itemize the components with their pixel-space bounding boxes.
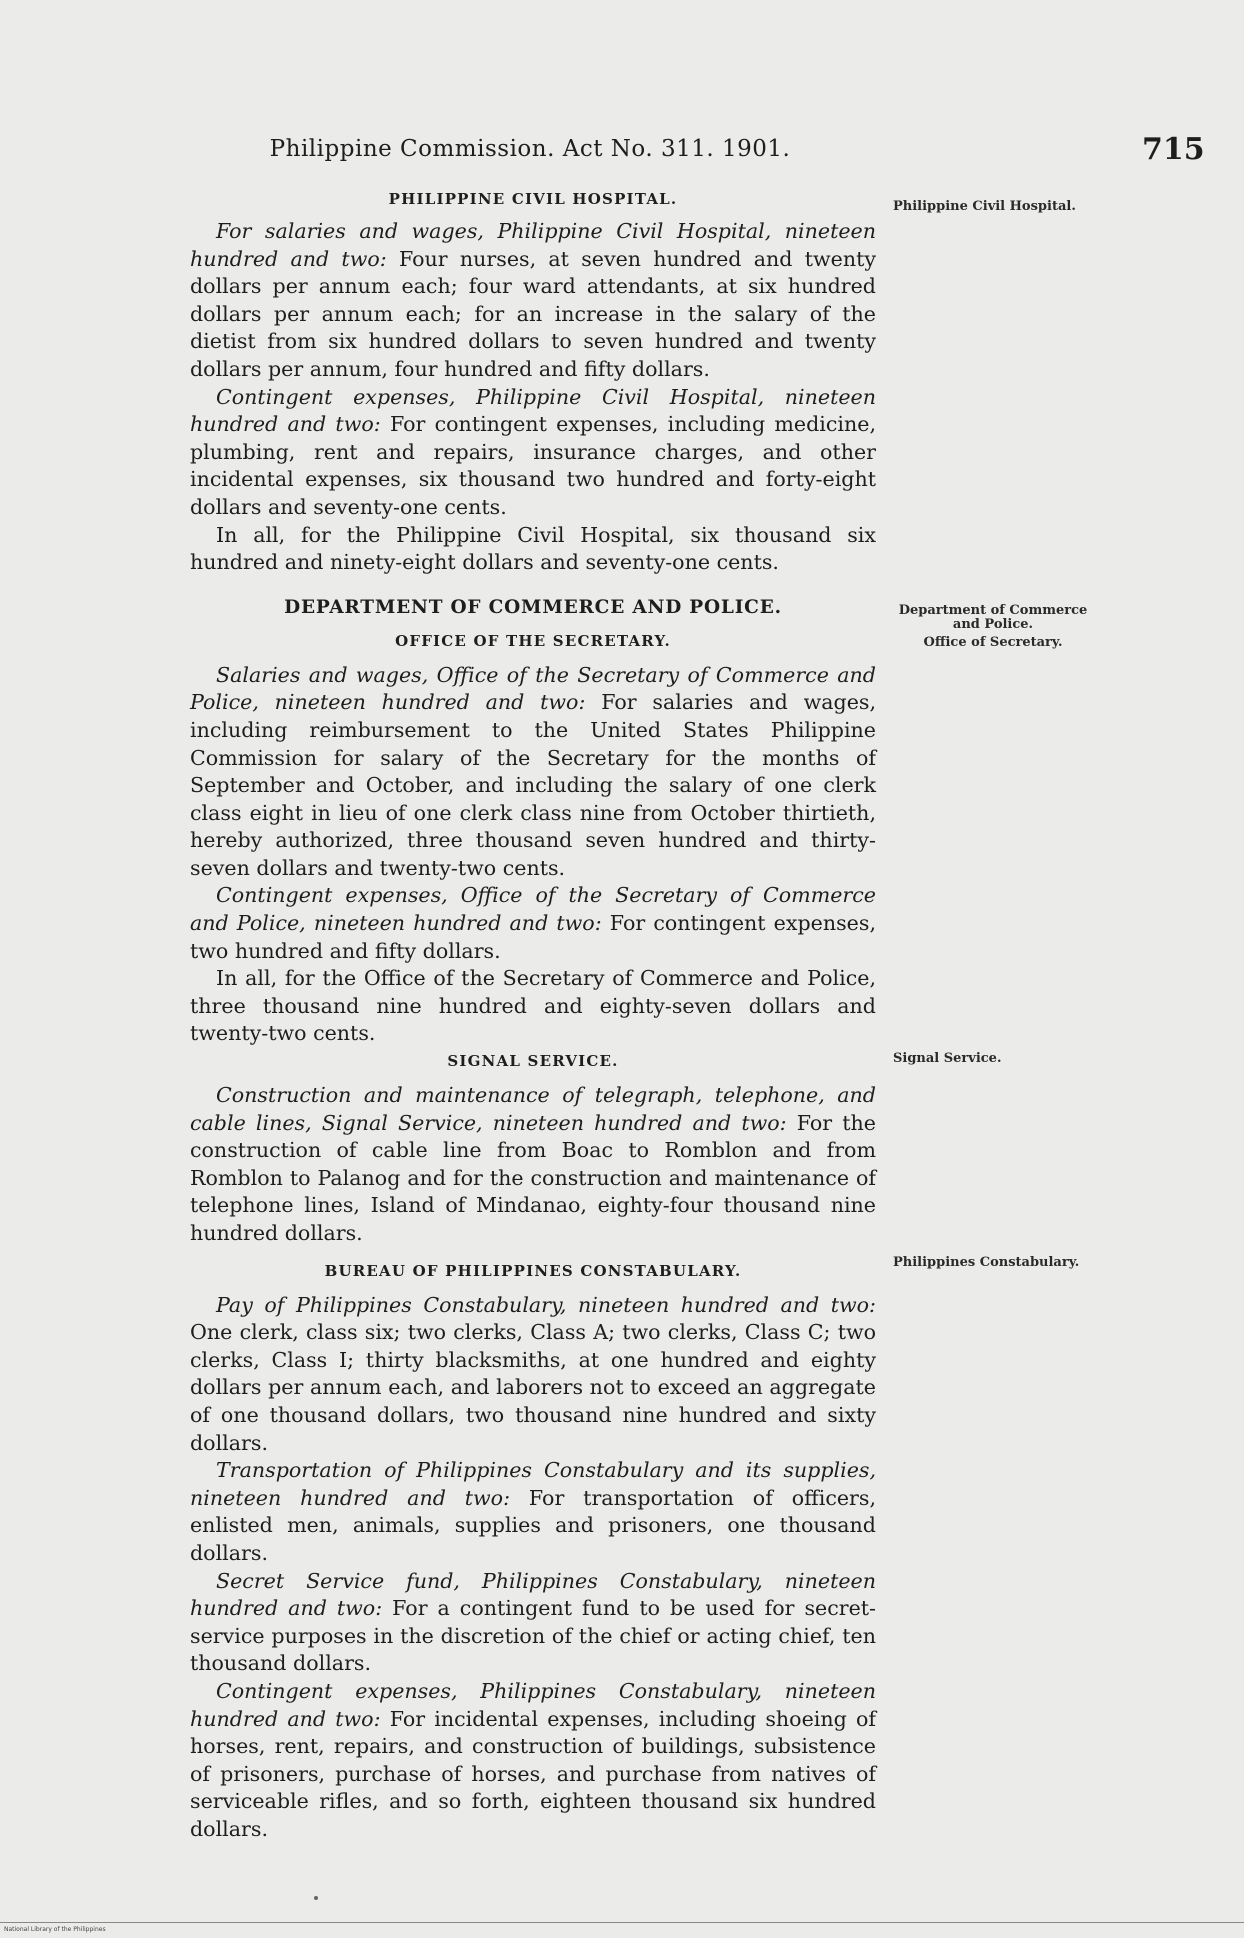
paragraph-body: Four nurses, at seven hundred and twenty dollars per annum each; four ward attendants, at six hundred dollars per annum each; for an increase in the salary of the dietist from six hundred dollars to seven hundred and twenty dollars per annum, four hundred and fifty dollars. xyxy=(190,246,876,381)
page-body xyxy=(190,190,876,1843)
subsection-heading-office-secretary: OFFICE OF THE SECRETARY. xyxy=(395,631,671,650)
margin-note-commerce-police: Department of Commerce and Police. xyxy=(898,603,1088,632)
paragraph xyxy=(190,1292,876,1458)
margin-note-signal-service: Signal Service. xyxy=(893,1051,1002,1066)
paragraph-body: One clerk, class six; two clerks, Class A; two clerks, Class C; two clerks, Class I; thirty blacksmiths, at one hundred and eighty dollars per annum each, and laborers not to exceed an aggregate of one thousand dollars, two thousand nine hundred and sixty dollars. xyxy=(190,1320,876,1455)
paragraph xyxy=(190,662,876,883)
section-heading-civil-hospital: PHILIPPINE CIVIL HOSPITAL. xyxy=(388,190,678,208)
paragraph-lead: Contingent expenses, Office of the Secretary of Commerce and Police, nineteen hundred and two: xyxy=(190,883,876,936)
margin-note-civil-hospital: Philippine Civil Hospital. xyxy=(893,199,1076,214)
paragraph-body: In all, for the Office of the Secretary of Commerce and Police, three thousand nine hundred and eighty-seven dollars and twenty-two cents. xyxy=(190,966,876,1046)
paragraph xyxy=(190,1678,876,1844)
paragraph-body: For incidental expenses, including shoeing of horses, rent, repairs, and construction of buildings, subsistence of prisoners, purchase of horses, and purchase from natives of serviceable rifles, and so forth, eighteen thousand six hundred dollars. xyxy=(190,1706,877,1841)
paragraph-lead: Salaries and wages, Office of the Secretary of Commerce and Police, nineteen hundred and two: xyxy=(190,662,876,715)
paragraph xyxy=(190,1568,876,1678)
paragraph xyxy=(190,1457,876,1567)
section-heading-commerce-police: DEPARTMENT OF COMMERCE AND POLICE. xyxy=(284,596,782,618)
paragraph-body: For a contingent fund to be used for secret-service purposes in the discretion of the chief or acting chief, ten thousand dollars. xyxy=(190,1596,876,1676)
paragraph xyxy=(190,882,876,965)
paragraph-body: In all, for the Philippine Civil Hospital, six thousand six hundred and ninety-eight dollars and seventy-one cents. xyxy=(190,522,876,575)
paragraph xyxy=(190,218,876,384)
footer-rule xyxy=(0,1922,1244,1923)
section-heading-constabulary: BUREAU OF PHILIPPINES CONSTABULARY. xyxy=(324,1261,742,1280)
paragraph xyxy=(190,384,876,522)
paragraph-body: For contingent expenses, including medicine, plumbing, rent and repairs, insurance charges, and other incidental expenses, six thousand two hundred and forty-eight dollars and seventy-one cents. xyxy=(190,412,876,519)
footer-credit: National Library of the Philippines xyxy=(4,1926,106,1933)
paragraph-lead: Contingent expenses, Philippines Constabulary, nineteen hundred and two: xyxy=(190,1678,876,1731)
paragraph-lead: For salaries and wages, Philippine Civil Hospital, nineteen hundred and two: xyxy=(190,219,876,271)
paragraph-body: For the construction of cable line from Boac to Romblon and from Romblon to Palanog and for the construction and maintenance of telephone lines, Island of Mindanao, eighty-four thousand nine hundred dollars. xyxy=(190,1110,876,1245)
ink-speck xyxy=(314,1896,318,1900)
paragraph-body: For salaries and wages, including reimbursement to the United States Philippine Commission for salary of the Secretary for the months of September and October, and including the salary of one clerk class eight in lieu of one clerk class nine from October thirtieth, hereby authorized, three thousand seven hundred and thirty-seven dollars and twenty-two cents. xyxy=(190,690,876,880)
running-head: Philippine Commission. Act No. 311. 1901. xyxy=(269,136,791,162)
paragraph-lead: Transportation of Philippines Constabulary and its supplies, nineteen hundred and two: xyxy=(190,1458,876,1510)
page-number: 715 xyxy=(1142,132,1205,167)
paragraph-body: For transportation of officers, enlisted men, animals, supplies and prisoners, one thousand dollars. xyxy=(190,1485,876,1565)
section-heading-signal-service: SIGNAL SERVICE. xyxy=(447,1052,619,1071)
paragraph-lead: Contingent expenses, Philippine Civil Hospital, nineteen hundred and two: xyxy=(190,384,876,437)
paragraph xyxy=(190,1082,876,1248)
margin-note-office-secretary: Office of Secretary. xyxy=(923,635,1063,650)
paragraph-lead: Construction and maintenance of telegraph, telephone, and cable lines, Signal Service, nineteen hundred and two: xyxy=(190,1083,876,1135)
paragraph-lead: Secret Service fund, Philippines Constabulary, nineteen hundred and two: xyxy=(190,1568,876,1621)
paragraph xyxy=(190,522,876,577)
paragraph xyxy=(190,965,876,1048)
paragraph-body: For contingent expenses, two hundred and fifty dollars. xyxy=(190,911,876,963)
margin-note-constabulary: Philippines Constabulary. xyxy=(893,1255,1080,1270)
paragraph-lead: Pay of Philippines Constabulary, nineteen hundred and two: xyxy=(216,1292,876,1317)
